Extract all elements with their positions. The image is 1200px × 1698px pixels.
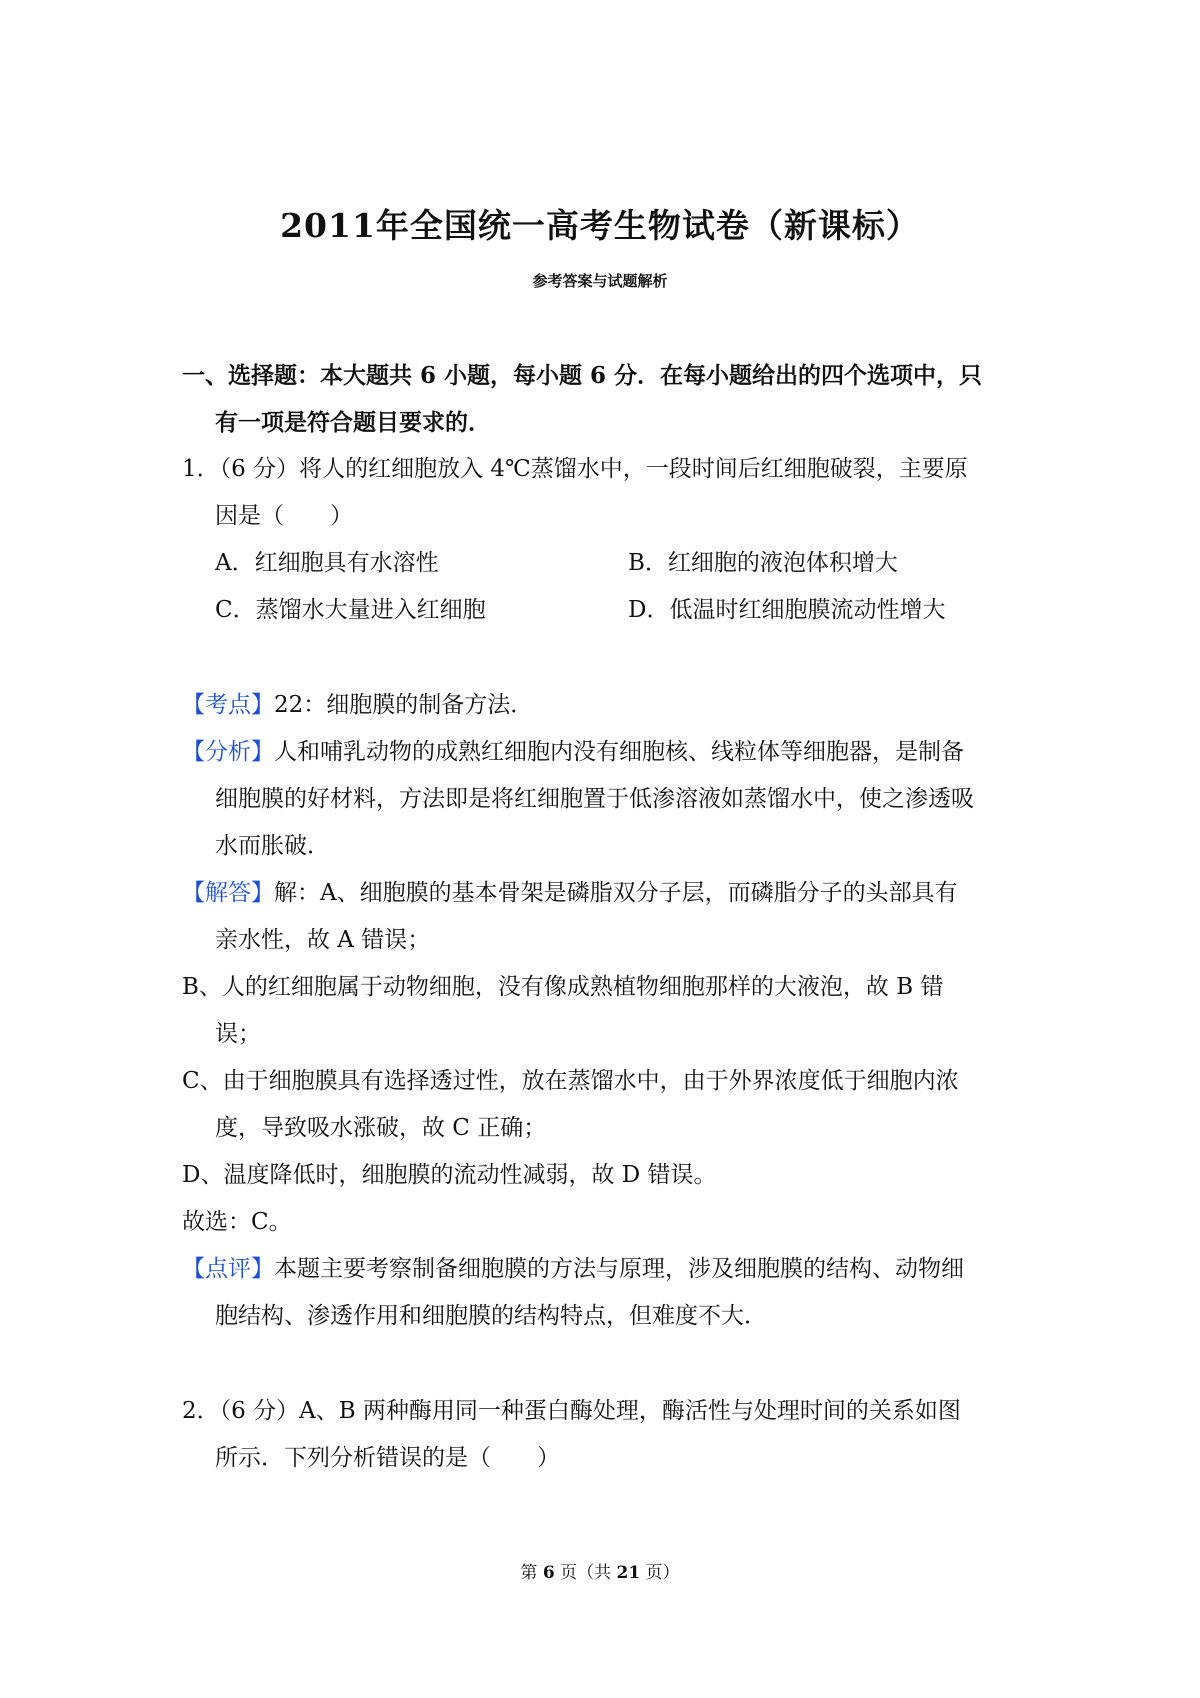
page-subtitle: 参考答案与试题解析 <box>532 272 668 290</box>
fenxi-line-1 <box>182 729 1027 776</box>
answer-c-line-1: C、由于细胞膜具有选择透过性，放在蒸馏水中，由于外界浓度低于细胞内浓 <box>182 1068 959 1094</box>
kaodian-line <box>182 682 1027 729</box>
question-1-option-c: C．蒸馏水大量进入红细胞 <box>215 597 486 623</box>
kaodian-text: 22：细胞膜的制备方法． <box>274 692 534 718</box>
question-1-stem-line-1: 1．（6 分）将人的红细胞放入 4℃蒸馏水中，一段时间后红细胞破裂，主要原 <box>182 456 968 482</box>
fenxi-text-1: 人和哺乳动物的成熟红细胞内没有细胞核、线粒体等细胞器，是制备 <box>274 739 964 765</box>
spacer <box>182 634 1027 682</box>
footer-mid: 页（共 <box>560 1563 612 1583</box>
fenxi-line-2: 细胞膜的好材料，方法即是将红细胞置于低渗溶液如蒸馏水中，使之渗透吸 <box>215 786 974 812</box>
footer-page-number: 6 <box>542 1563 555 1583</box>
dianping-text-1: 本题主要考察制备细胞膜的方法与原理，涉及细胞膜的结构、动物细 <box>274 1256 964 1282</box>
question-1-stem-line-2: 因是（ ） <box>215 503 353 529</box>
page-content <box>182 352 1027 1482</box>
question-1-option-d: D．低温时红细胞膜流动性增大 <box>628 597 946 623</box>
question-2-stem-line-1: 2．（6 分）A、B 两种酶用同一种蛋白酶处理，酶活性与处理时间的关系如图 <box>182 1398 961 1424</box>
answer-b-line-1: B、人的红细胞属于动物细胞，没有像成熟植物细胞那样的大液泡，故 B 错 <box>182 974 944 1000</box>
fenxi-line-3: 水而胀破． <box>215 833 330 859</box>
section-heading-line-2: 有一项是符合题目要求的． <box>215 409 491 436</box>
answer-d-line: D、温度降低时，细胞膜的流动性减弱，故 D 错误。 <box>182 1162 717 1188</box>
jieda-line-2: 亲水性，故 A 错误； <box>215 927 431 953</box>
jieda-tag: 【解答】 <box>182 880 274 906</box>
dianping-line-1 <box>182 1246 1027 1293</box>
footer-suffix: 页） <box>645 1563 680 1583</box>
spacer <box>182 1340 1027 1388</box>
section-heading-line-1: 一、选择题：本大题共 6 小题，每小题 6 分．在每小题给出的四个选项中，只 <box>182 362 983 389</box>
question-1-option-b: B．红细胞的液泡体积增大 <box>628 550 898 576</box>
footer-prefix: 第 <box>520 1563 538 1583</box>
question-1-options-row-1 <box>182 540 1027 587</box>
jieda-line-1 <box>182 870 1027 917</box>
page-footer <box>0 1558 1200 1583</box>
answer-c-line-2: 度，导致吸水涨破，故 C 正确； <box>215 1115 547 1141</box>
fenxi-tag: 【分析】 <box>182 739 274 765</box>
kaodian-tag: 【考点】 <box>182 692 274 718</box>
question-2-stem-line-2: 所示．下列分析错误的是（ ） <box>215 1445 560 1471</box>
question-1-option-a: A．红细胞具有水溶性 <box>215 550 439 576</box>
question-1-options-row-2 <box>182 587 1027 634</box>
dianping-tag: 【点评】 <box>182 1256 274 1282</box>
jieda-text-1: 解：A、细胞膜的基本骨架是磷脂双分子层，而磷脂分子的头部具有 <box>274 880 958 906</box>
footer-total-pages: 21 <box>616 1563 641 1583</box>
dianping-line-2: 胞结构、渗透作用和细胞膜的结构特点，但难度不大． <box>215 1303 767 1329</box>
answer-b-line-2: 误； <box>215 1021 261 1047</box>
page-title: 2011年全国统一高考生物试卷（新课标） <box>280 206 920 245</box>
answer-choice: 故选：C。 <box>182 1209 292 1235</box>
